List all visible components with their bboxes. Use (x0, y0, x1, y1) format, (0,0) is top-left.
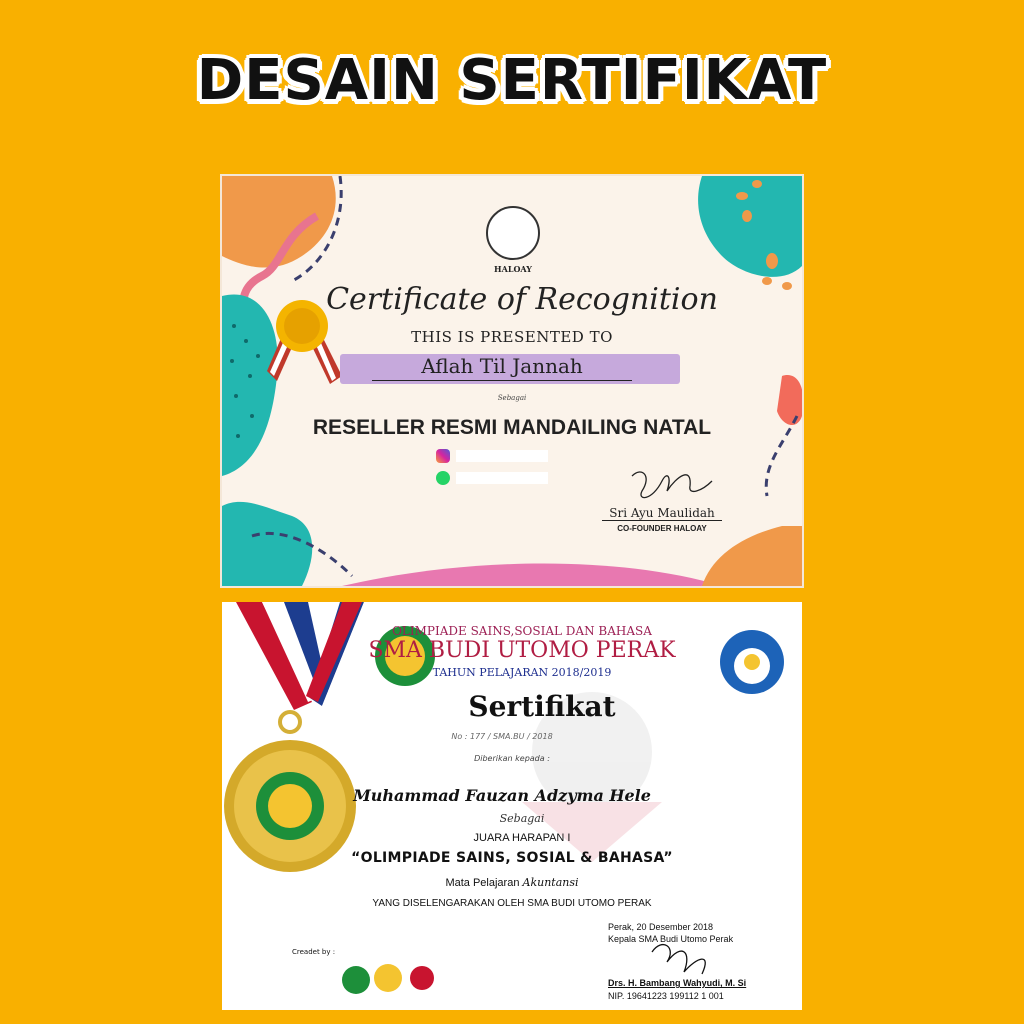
cert1-signer-role: CO-FOUNDER HALOAY (617, 524, 707, 533)
creator-logo-icon (410, 966, 434, 990)
certificate-olympiad (222, 602, 802, 1010)
cert2-event-header: OLIMPIADE SAINS,SOSIAL DAN BAHASA (392, 624, 652, 638)
presented-to-label: THIS IS PRESENTED TO (411, 328, 613, 346)
certificate-recognition (222, 176, 802, 586)
small-school-logo-icon (342, 966, 370, 994)
instagram-row (436, 449, 548, 463)
cert2-award: JUARA HARAPAN I (473, 832, 571, 844)
cert2-school-name: SMA BUDI UTOMO PERAK (368, 638, 676, 663)
sign-principal-name: Drs. H. Bambang Wahyudi, M. Si (608, 978, 747, 988)
whatsapp-number-blank (456, 472, 548, 484)
haloay-logo-icon (486, 206, 540, 260)
subject-name: Akuntansi (522, 876, 579, 889)
instagram-handle-blank (456, 450, 548, 462)
osis-logo-icon (374, 964, 402, 992)
cert1-signer-name: Sri Ayu Maulidah (602, 506, 722, 521)
cert1-recipient-name: Aflah Til Jannah (372, 354, 632, 381)
whatsapp-row (436, 471, 548, 485)
cert2-given-to: Diberikan kepada : (474, 754, 550, 763)
cert1-title: Certificate of Recognition (326, 282, 718, 317)
cert2-subject-line (222, 876, 802, 889)
cert2-title: Sertifikat (468, 690, 616, 723)
cert2-school-year: TAHUN PELAJARAN 2018/2019 (432, 666, 612, 679)
cert1-role: RESELLER RESMI MANDAILING NATAL (312, 416, 712, 439)
cert2-event-name: “OLIMPIADE SAINS, SOSIAL & BAHASA” (351, 850, 673, 866)
created-by-label: Creadet by : (292, 948, 336, 956)
subject-prefix: Mata Pelajaran (445, 877, 520, 889)
cert2-organized-by: YANG DISELENGARAKAN OLEH SMA BUDI UTOMO PERAK (372, 898, 652, 909)
sign-principal-nip: NIP. 19641223 199112 1 001 (608, 991, 724, 1001)
haloay-logo (485, 206, 541, 274)
instagram-icon (436, 449, 450, 463)
whatsapp-icon (436, 471, 450, 485)
logo-text: HALOAY (494, 264, 532, 274)
cert2-number: No : 177 / SMA.BU / 2018 (451, 732, 553, 741)
cert2-recipient-name: Muhammad Fauzan Adzyma Hele (353, 786, 651, 805)
cert2-as-label: Sebagai (499, 812, 545, 825)
cert1-as-label: Sebagai (497, 394, 527, 402)
sign-principal-title: Kepala SMA Budi Utomo Perak (608, 934, 734, 944)
page-headline: DESAIN SERTIFIKAT (196, 48, 828, 113)
sign-place-date: Perak, 20 Desember 2018 (608, 922, 714, 932)
